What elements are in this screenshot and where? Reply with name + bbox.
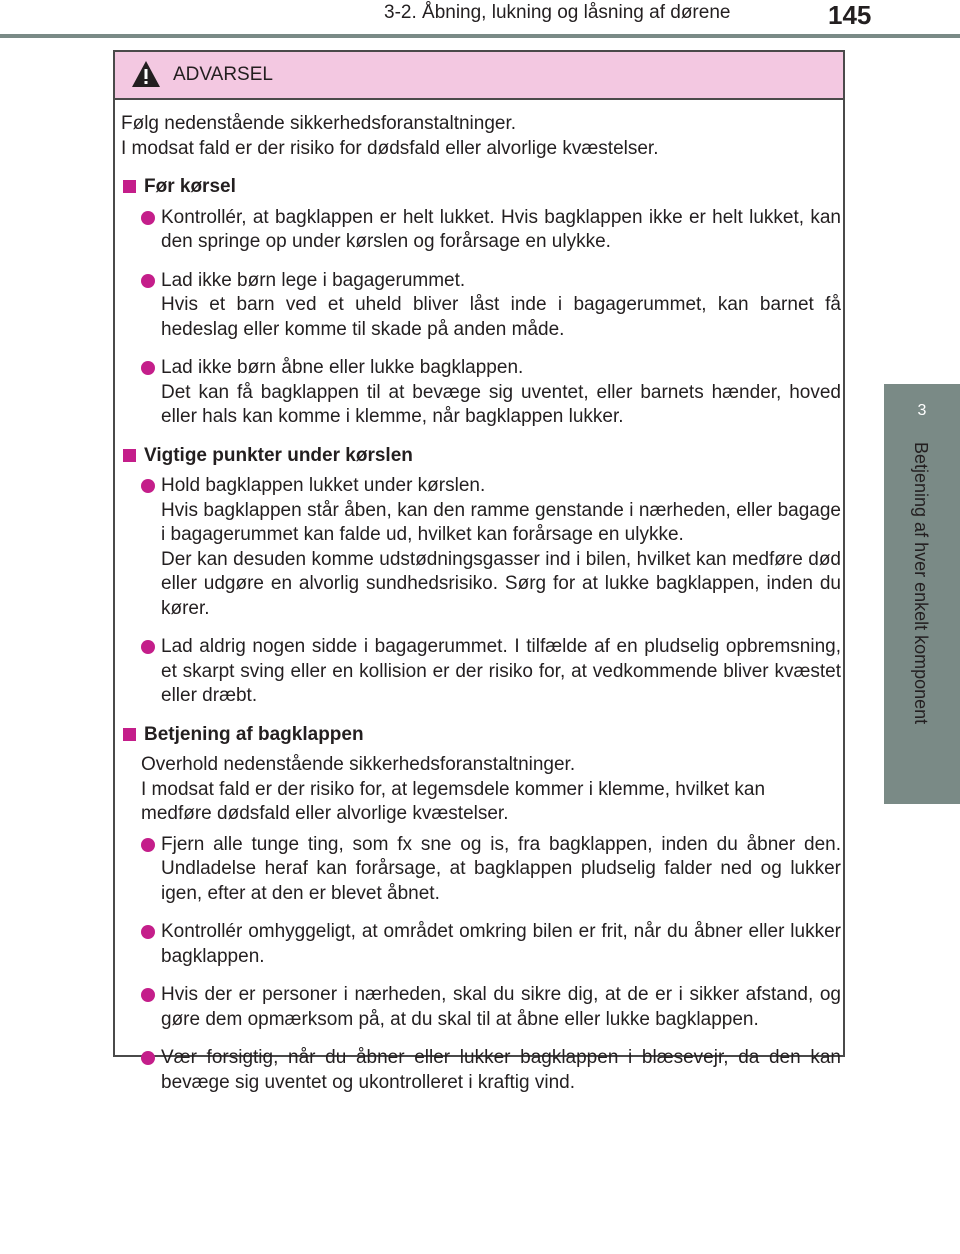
warning-intro-line: I modsat fald er der risiko for dødsfald eller alvorlige kvæstelser. <box>121 137 659 159</box>
bullet-text-line: Kontrollér omhyggeligt, at området omkring bilen er frit, når du åbner eller lukker bagklappen. <box>161 921 841 967</box>
bullet-text-line: Vær forsigtig, når du åbner eller lukker bagklappen i blæsevejr, da den kan bevæge sig uventet og ukontrolleret i kraftig vind. <box>161 1047 841 1093</box>
chapter-side-tab <box>884 384 960 804</box>
bullet-text <box>161 1046 841 1095</box>
section-intro <box>141 753 841 827</box>
bullet-item <box>141 1046 841 1095</box>
warning-label: ADVARSEL <box>173 64 273 85</box>
bullet-text-line: Fjern alle tunge ting, som fx sne og is, fra bagklappen, inden du åbner den. Undladelse heraf kan forårsage, at bagklappen pludselig falder ned og lukker igen, efter at den er blevet åbnet. <box>161 833 841 904</box>
bullet-text-line: Kontrollér, at bagklappen er helt lukket. Hvis bagklappen ikke er helt lukket, kan den springe op under kørslen og forårsage en ulykke. <box>161 206 841 252</box>
chapter-label: Betjening af hver enkelt komponent <box>911 442 931 725</box>
warning-box <box>113 50 845 1093</box>
bullet-text-line: Lad ikke børn lege i bagagerummet. <box>161 269 466 291</box>
bullet-item <box>141 474 841 621</box>
bullet-text <box>161 833 841 907</box>
bullet-item <box>141 206 841 255</box>
section-title-text: Vigtige punkter under kørslen <box>144 444 413 466</box>
bullet-text <box>161 474 841 621</box>
warning-section <box>121 444 841 709</box>
section-title <box>121 723 841 748</box>
section-title <box>121 175 841 200</box>
warning-section <box>121 175 841 430</box>
warning-section <box>121 723 841 1096</box>
bullet-item <box>141 356 841 430</box>
round-bullet-icon <box>141 640 155 654</box>
chapter-number: 3 <box>917 402 927 419</box>
bullet-item <box>141 983 841 1032</box>
bullet-text <box>161 356 841 430</box>
round-bullet-icon <box>141 274 155 288</box>
bullet-text-line: Hvis et barn ved et uheld bliver låst inde i bagagerummet, kan barnet få hedeslag eller komme til skade på anden måde. <box>161 294 841 340</box>
page-number: 145 <box>828 0 872 30</box>
round-bullet-icon <box>141 479 155 493</box>
section-title-text: Før kørsel <box>144 176 236 197</box>
bullet-text <box>161 206 841 255</box>
bullet-text <box>161 269 841 343</box>
header-rule <box>0 34 960 38</box>
bullet-text-line: Lad aldrig nogen sidde i bagagerummet. I tilfælde af en pludselig opbremsning, et skarpt sving eller en kollision er der risiko for, at vedkommende bliver kvæstet eller dræbt. <box>161 636 841 706</box>
bullet-text-line: Hvis bagklappen står åben, kan den ramme genstande i nærheden, eller bagage i bagagerummet kan falde ud, hvilket kan forårsage en ulykke. <box>161 499 841 545</box>
warning-intro <box>121 112 841 161</box>
square-bullet-icon <box>123 180 136 193</box>
bullet-item <box>141 920 841 969</box>
bullet-text-line: Hvis der er personer i nærheden, skal du sikre dig, at de er i sikker afstand, og gøre dem opmærksom på, at du skal til at åbne eller lukke bagklappen. <box>161 984 841 1030</box>
round-bullet-icon <box>141 1051 155 1065</box>
bullet-text-line: Hold bagklappen lukket under kørslen. <box>161 475 486 496</box>
bullet-text-line: Lad ikke børn åbne eller lukke bagklappen. <box>161 357 524 378</box>
bullet-text <box>161 920 841 969</box>
section-intro-line: I modsat fald er der risiko for, at legemsdele kommer i klemme, hvilket kan medføre dødsfald eller alvorlige kvæstelser. <box>141 778 766 824</box>
warning-triangle-icon <box>131 60 161 88</box>
bullet-text-line: Der kan desuden komme udstødningsgasser ind i bilen, hvilket kan medføre død eller udgøre en alvorlig sundhedsrisiko. Sørg for at lukke bagklappen, inden du kører. <box>161 548 841 619</box>
round-bullet-icon <box>141 361 155 375</box>
section-title <box>121 444 841 469</box>
warning-body <box>121 112 841 1109</box>
bullet-text <box>161 983 841 1032</box>
square-bullet-icon <box>123 449 136 462</box>
bullet-item <box>141 269 841 343</box>
bullet-text <box>161 635 841 709</box>
warning-intro-line: Følg nedenstående sikkerhedsforanstaltninger. <box>121 113 517 134</box>
bullet-item <box>141 635 841 709</box>
round-bullet-icon <box>141 925 155 939</box>
page-header-title: 3-2. Åbning, lukning og låsning af dørene <box>384 2 731 23</box>
section-title-text: Betjening af bagklappen <box>144 723 364 745</box>
round-bullet-icon <box>141 838 155 852</box>
bullet-text-line: Det kan få bagklappen til at bevæge sig uventet, eller barnets hænder, hoved eller hals kan komme i klemme, når bagklappen lukker. <box>161 381 841 427</box>
round-bullet-icon <box>141 988 155 1002</box>
bullet-item <box>141 833 841 907</box>
round-bullet-icon <box>141 211 155 225</box>
square-bullet-icon <box>123 728 136 741</box>
warning-header <box>115 52 843 100</box>
section-intro-line: Overhold nedenstående sikkerhedsforanstaltninger. <box>141 754 576 775</box>
